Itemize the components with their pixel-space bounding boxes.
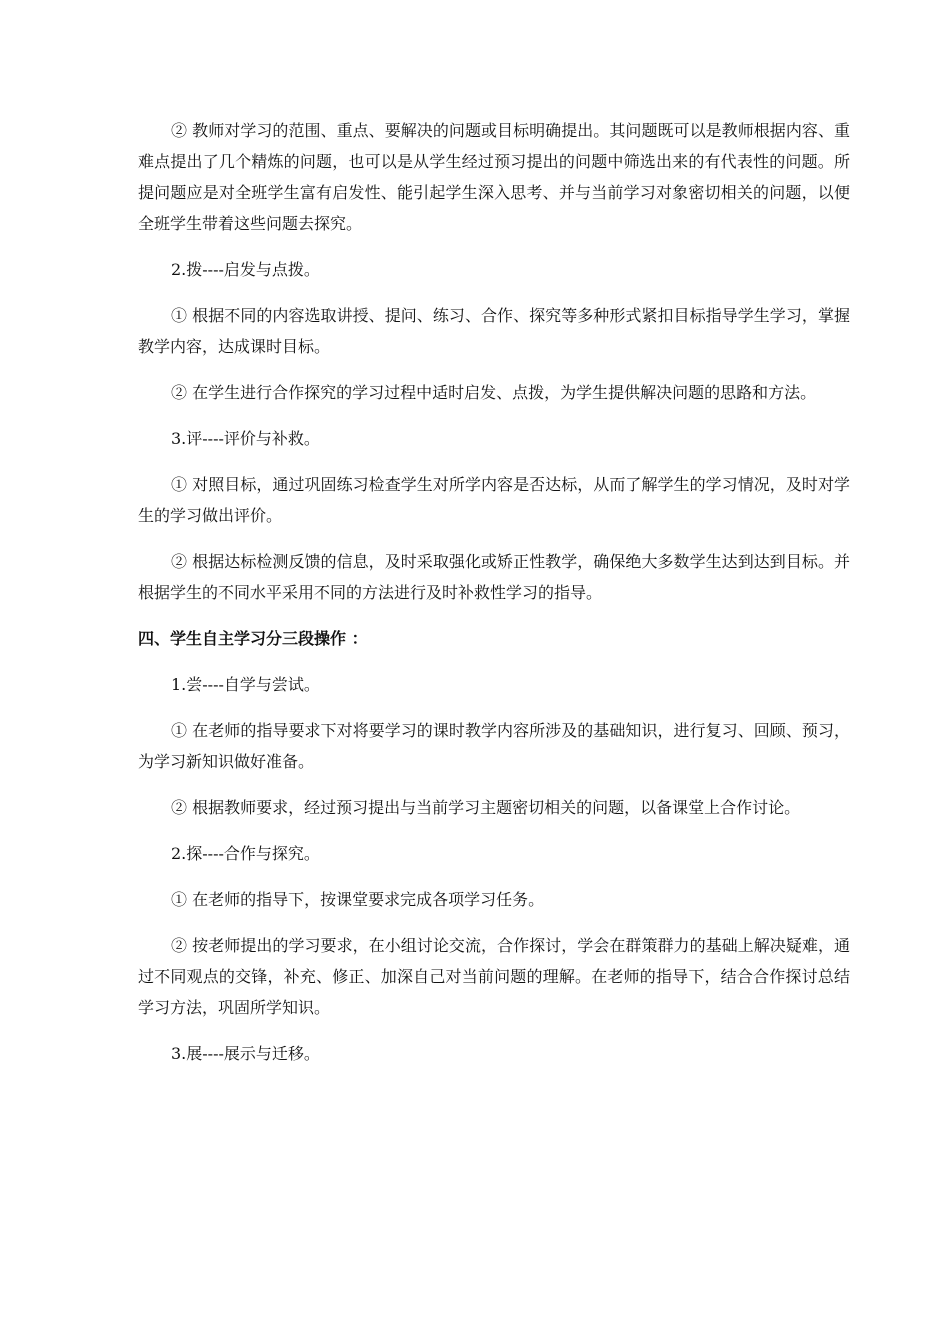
step-heading-explore: 2.探----合作与探究。 xyxy=(171,844,320,863)
paragraph-try-2: ② 根据教师要求，经过预习提出与当前学习主题密切相关的问题，以备课堂上合作讨论。 xyxy=(171,798,801,817)
step-heading-evaluate: 3.评----评价与补救。 xyxy=(171,429,320,448)
paragraph-guide-1: ① 根据不同的内容选取讲授、提问、练习、合作、探究等多种形式紧扣目标指导学生学习，掌握教学内容，达成课时目标。 xyxy=(138,306,850,356)
step-heading-guide: 2.拨----启发与点拨。 xyxy=(171,260,320,279)
paragraph-evaluate-2: ② 根据达标检测反馈的信息，及时采取强化或矫正性教学，确保绝大多数学生达到达到目标。并根据学生的不同水平采用不同的方法进行及时补救性学习的指导。 xyxy=(138,552,850,602)
step-heading-show: 3.展----展示与迁移。 xyxy=(171,1044,320,1063)
paragraph-guide-2: ② 在学生进行合作探究的学习过程中适时启发、点拨，为学生提供解决问题的思路和方法。 xyxy=(171,383,817,402)
paragraph-evaluate-1: ① 对照目标，通过巩固练习检查学生对所学内容是否达标，从而了解学生的学习情况，及时对学生的学习做出评价。 xyxy=(138,475,850,525)
paragraph-explore-2: ② 按老师提出的学习要求，在小组讨论交流，合作探讨，学会在群策群力的基础上解决疑难，通过不同观点的交锋，补充、修正、加深自己对当前问题的理解。在老师的指导下，结合合作探讨总结学习方法，巩固所学知识。 xyxy=(138,936,850,1017)
section-heading-student-self-study: 四、学生自主学习分三段操作 ： xyxy=(138,629,368,648)
paragraph-explore-1: ① 在老师的指导下，按课堂要求完成各项学习任务。 xyxy=(171,890,545,909)
document-page xyxy=(138,115,850,1084)
paragraph-teacher-questions: ② 教师对学习的范围、重点、要解决的问题或目标明确提出。其问题既可以是教师根据内容、重难点提出了几个精炼的问题，也可以是从学生经过预习提出的问题中筛选出来的有代表性的问题。所提问题应是对全班学生富有启发性、能引起学生深入思考、并与当前学习对象密切相关的问题，以便全班学生带着这些问题去探究。 xyxy=(138,121,850,233)
step-heading-try: 1.尝----自学与尝试。 xyxy=(171,675,320,694)
paragraph-try-1: ① 在老师的指导要求下对将要学习的课时教学内容所涉及的基础知识，进行复习、回顾、预习，为学习新知识做好准备。 xyxy=(138,721,850,771)
